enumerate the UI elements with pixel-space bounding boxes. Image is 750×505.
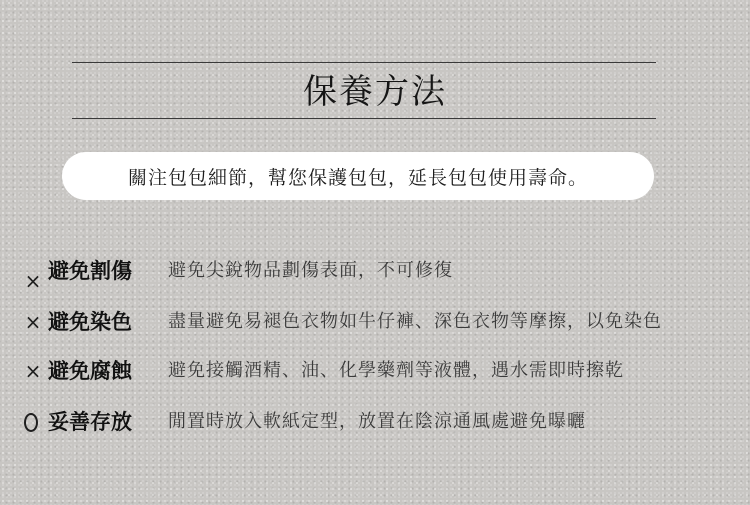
circle-icon: [24, 413, 38, 432]
care-item: [0, 254, 750, 293]
intro-banner: 關注包包細節，幫您保護包包，延長包包使用壽命。: [62, 152, 654, 200]
care-item-description: 盡量避免易褪色衣物如牛仔褲、深色衣物等摩擦，以免染色: [168, 311, 662, 332]
care-item: [0, 354, 750, 388]
care-item: [0, 405, 750, 439]
page-title: 保養方法: [303, 72, 447, 112]
cross-icon: ×: [24, 269, 42, 293]
care-item-label: 妥善存放: [48, 410, 132, 434]
cross-icon: ×: [24, 310, 42, 334]
care-item: [0, 305, 750, 339]
title-top-rule: [72, 62, 656, 63]
care-item-description: 閒置時放入軟紙定型，放置在陰涼通風處避免曝曬: [168, 411, 586, 432]
care-item-label: 避免割傷: [48, 259, 132, 283]
care-item-description: 避免尖銳物品劃傷表面，不可修復: [168, 260, 453, 281]
care-item-description: 避免接觸酒精、油、化學藥劑等液體，遇水需即時擦乾: [168, 360, 624, 381]
cross-icon: ×: [24, 359, 42, 383]
care-item-label: 避免腐蝕: [48, 359, 132, 383]
care-item-label: 避免染色: [48, 310, 132, 334]
title-bottom-rule: [72, 118, 656, 119]
